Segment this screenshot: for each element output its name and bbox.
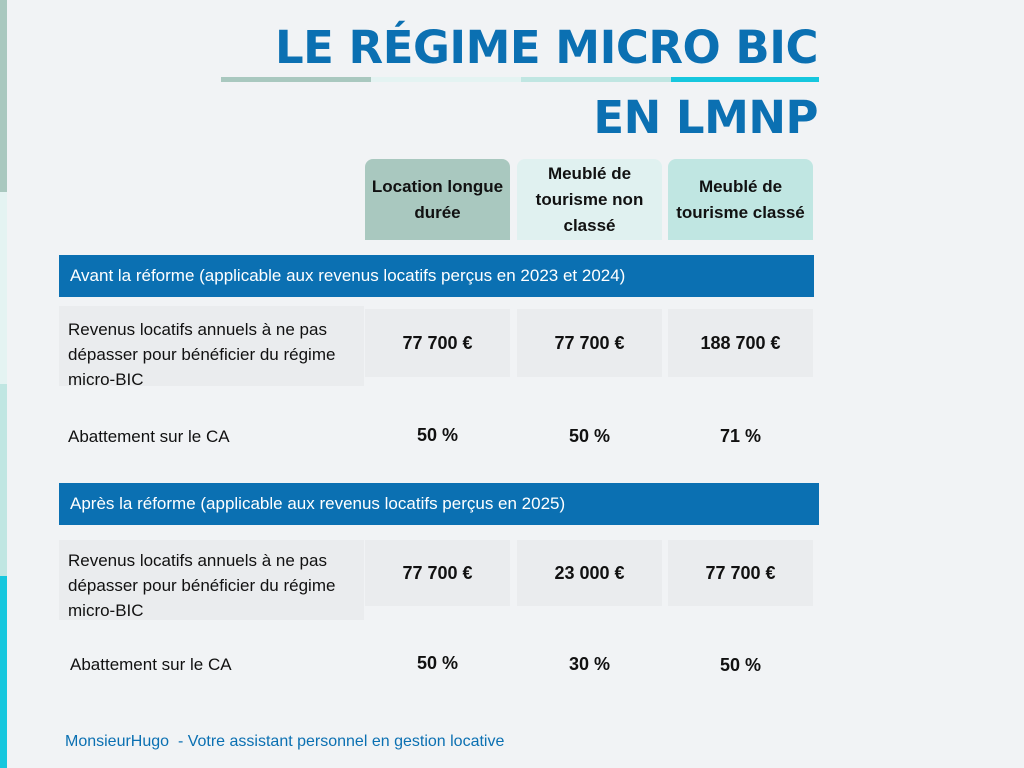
row-label-revenus-avant: Revenus locatifs annuels à ne pas dépasser pour bénéficier du régime micro-BIC bbox=[59, 306, 364, 386]
value-avant-revenus-longue-duree: 77 700 € bbox=[365, 309, 510, 377]
stripe-segment-mint bbox=[0, 384, 7, 576]
underline-segment-mint bbox=[521, 77, 671, 82]
value-avant-abattement-longue-duree: 50 % bbox=[416, 424, 459, 445]
row-label-abattement-apres: Abattement sur le CA bbox=[70, 655, 232, 674]
value-avant-revenus-classe: 188 700 € bbox=[668, 309, 813, 377]
section-heading-avant-reforme: Avant la réforme (applicable aux revenus locatifs perçus en 2023 et 2024) bbox=[59, 255, 814, 297]
page-title-line-2: EN LMNP bbox=[593, 91, 818, 144]
value-apres-abattement-non-classe: 30 % bbox=[568, 653, 611, 674]
value-avant-revenus-non-classe: 77 700 € bbox=[517, 309, 662, 377]
section-heading-apres-reforme: Après la réforme (applicable aux revenus locatifs perçus en 2025) bbox=[59, 483, 819, 525]
value-apres-abattement-longue-duree: 50 % bbox=[416, 652, 459, 673]
value-apres-revenus-classe: 77 700 € bbox=[668, 540, 813, 606]
stripe-segment-light bbox=[0, 192, 7, 384]
column-header-meuble-non-classe: Meublé de tourisme non classé bbox=[517, 159, 662, 240]
value-apres-revenus-longue-duree: 77 700 € bbox=[365, 540, 510, 606]
value-apres-abattement-classe: 50 % bbox=[719, 654, 762, 675]
underline-segment-sage bbox=[221, 77, 371, 82]
underline-segment-cyan bbox=[671, 77, 819, 82]
value-avant-abattement-non-classe: 50 % bbox=[568, 425, 611, 446]
stripe-segment-sage bbox=[0, 0, 7, 192]
row-label-abattement-avant: Abattement sur le CA bbox=[68, 427, 230, 446]
underline-segment-light bbox=[371, 77, 521, 82]
row-label-revenus-apres: Revenus locatifs annuels à ne pas dépasser pour bénéficier du régime micro-BIC bbox=[59, 540, 364, 620]
column-header-location-longue-duree: Location longue durée bbox=[365, 159, 510, 240]
value-apres-revenus-non-classe: 23 000 € bbox=[517, 540, 662, 606]
column-header-meuble-classe: Meublé de tourisme classé bbox=[668, 159, 813, 240]
value-avant-abattement-classe: 71 % bbox=[719, 425, 762, 446]
footer-credit: MonsieurHugo - Votre assistant personnel en gestion locative bbox=[65, 733, 505, 750]
stripe-segment-cyan bbox=[0, 576, 7, 768]
left-decorative-stripe bbox=[0, 0, 7, 768]
title-underline bbox=[221, 77, 819, 82]
page-title-line-1: LE RÉGIME MICRO BIC bbox=[274, 21, 818, 74]
